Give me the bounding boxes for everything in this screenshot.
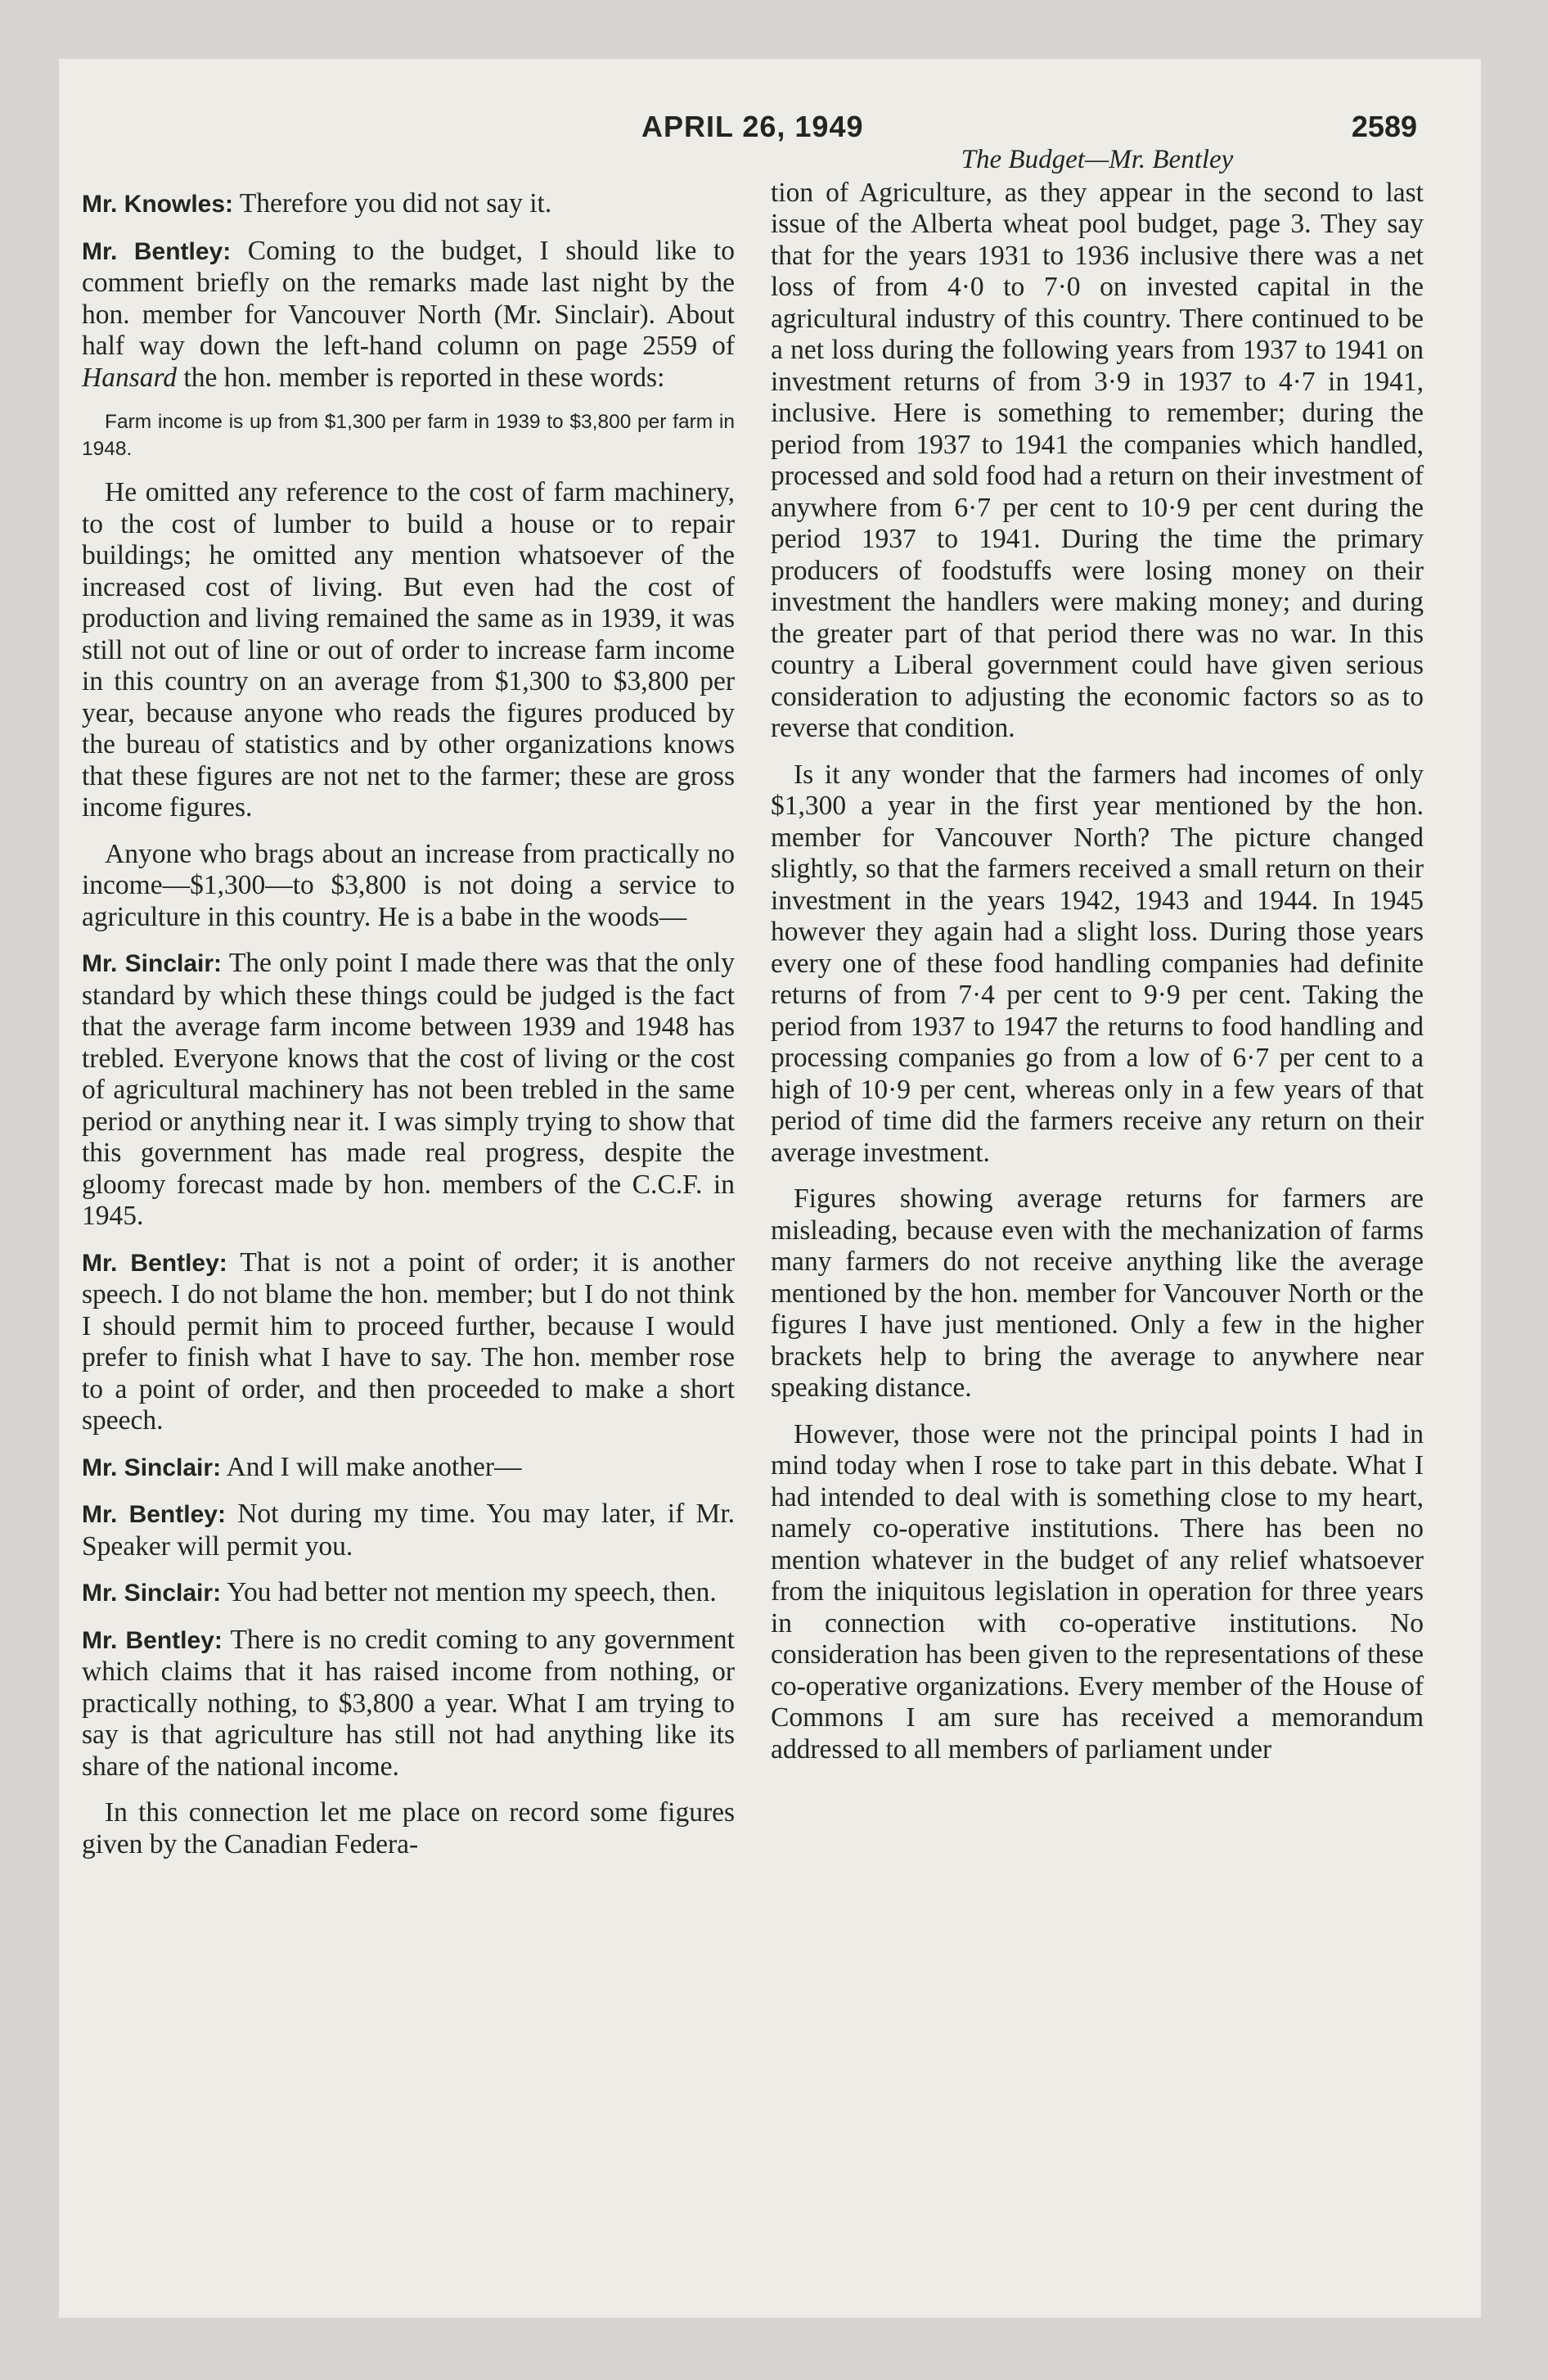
paragraph-text: And I will make another— bbox=[226, 1451, 522, 1482]
speaker-name: Mr. Sinclair: bbox=[82, 950, 223, 977]
running-title: The Budget—Mr. Bentley bbox=[961, 145, 1234, 174]
speaker-name: Mr. Sinclair: bbox=[82, 1454, 222, 1481]
paragraph bbox=[82, 1452, 735, 1485]
paragraph: However, those were not the principal points I had in mind today when I rose to take part in this debate. What I had intended to deal with is something close to my heart, namely co-operative institutions. There has been no mention whatever in the budget of any relief whatsoever from the iniquitous legislation in operation for three years in connection with co-operative institutions. No consideration has been given to the representations of these co-operative organizations. Every member of the House of Commons I am sure has received a memorandum addressed to all members of parliament under bbox=[771, 1418, 1424, 1765]
speaker-name: Mr. Sinclair: bbox=[82, 1580, 222, 1607]
page-number: 2589 bbox=[1351, 110, 1417, 143]
speaker-name: Mr. Bentley: bbox=[82, 1626, 223, 1654]
header-date: APRIL 26, 1949 bbox=[641, 110, 864, 143]
paragraph-text: the hon. member is reported in these words: bbox=[183, 362, 665, 393]
speaker-name: Mr. Knowles: bbox=[82, 191, 234, 218]
block-quote: Farm income is up from $1,300 per farm in 1939 to $3,800 per farm in 1948. bbox=[82, 411, 735, 460]
paragraph-text: That is not a point of order; it is another speech. I do not blame the hon. member; but I do not think I should permit him to proceed further, because I would prefer to finish what I have to say. The hon. member rose to a point of order, and then proceeded to make a short speech. bbox=[82, 1246, 736, 1436]
paragraph bbox=[82, 1499, 735, 1562]
paragraph-text: The only point I made there was that the only standard by which these things could be judged is the fact that the average farm income between 1939 and 1948 has trebled. Everyone knows that the cost of living or the cost of agricultural machinery has not been trebled in the same period or anything near it. I was simply trying to show that this government has made real progress, despite the gloomy forecast made by hon. members of the C.C.F. in 1945. bbox=[82, 948, 735, 1231]
paragraph: In this connection let me place on record some figures given by the Canadian Federa- bbox=[82, 1797, 735, 1859]
speaker-name: Mr. Bentley: bbox=[82, 237, 232, 265]
paragraph bbox=[82, 1577, 735, 1610]
paragraph bbox=[82, 1625, 735, 1783]
paragraph bbox=[82, 1247, 735, 1437]
speaker-name: Mr. Bentley: bbox=[82, 1249, 227, 1277]
paragraph-text: Coming to the budget, I should like to comment briefly on the remarks made last night by the hon. member for Vancouver North (Mr. Sinclair). About half way down the left-hand column on page 2559 of bbox=[82, 235, 735, 361]
paragraph bbox=[82, 948, 735, 1233]
paragraph bbox=[82, 236, 735, 394]
paragraph: Anyone who brags about an increase from practically no income—$1,300—to $3,800 is not doing a service to agriculture in this country. He is a babe in the woods— bbox=[82, 838, 735, 932]
paragraph-text: Therefore you did not say it. bbox=[239, 188, 552, 219]
paragraph: He omitted any reference to the cost of farm machinery, to the cost of lumber to build a house or to repair buildings; he omitted any mention whatsoever of the increased cost of living. But even had the cost of production and living remained the same as in 1939, it was still not out of line or out of order to increase farm income in this country on an average from $1,300 to $3,800 per year, because anyone who reads the figures produced by the bureau of statistics and by other organizations knows that these figures are not net to the farmer; these are gross income figures. bbox=[82, 477, 735, 823]
paragraph-text: There is no credit coming to any government which claims that it has raised income from nothing, or practically nothing, to $3,800 a year. What I am trying to say is that agriculture has still not had anything like its share of the national income. bbox=[82, 1624, 735, 1782]
paragraph bbox=[82, 188, 735, 221]
paragraph-text: You had better not mention my speech, then. bbox=[227, 1577, 717, 1607]
hansard-page bbox=[59, 59, 1481, 2318]
paragraph: Figures showing average returns for farmers are misleading, because even with the mechanization of farms many farmers do not receive anything like the average mentioned by the hon. member for Vancouver North or the figures I have just mentioned. Only a few in the higher brackets help to bring the average to anywhere near speaking distance. bbox=[771, 1183, 1424, 1403]
italic-term: Hansard bbox=[82, 362, 178, 393]
left-column bbox=[82, 188, 735, 1875]
right-column bbox=[771, 144, 1424, 1780]
paragraph-text: Not during my time. You may later, if Mr. Speaker will permit you. bbox=[82, 1499, 735, 1562]
paragraph: Is it any wonder that the farmers had incomes of only $1,300 a year in the first year mentioned by the hon. member for Vancouver North? The picture changed slightly, so that the farmers received a small return on their investment in the years 1942, 1943 and 1944. In 1945 however they again had a slight loss. During those years every one of these food handling companies had definite returns of from 7·4 per cent to 9·9 per cent. Taking the period from 1937 to 1947 the returns to food handling and processing companies go from a low of 6·7 per cent to a high of 10·9 per cent, whereas only in a few years of that period of time did the farmers receive any return on their average investment. bbox=[771, 759, 1424, 1168]
speaker-name: Mr. Bentley: bbox=[82, 1501, 226, 1528]
paragraph: tion of Agriculture, as they appear in the second to last issue of the Alberta wheat pool budget, page 3. They say that for the years 1931 to 1936 inclusive there was a net loss of from 4·0 to 7·0 on invested capital in the agricultural industry of this country. There continued to be a net loss during the following years from 1937 to 1941 on investment returns of from 3·9 in 1937 to 4·7 in 1941, inclusive. Here is something to remember; during the period from 1937 to 1941 the companies which handled, processed and sold food had a return on their investment of anywhere from 6·7 per cent to 10·9 per cent during the period 1937 to 1941. During the time the primary producers of foodstuffs were losing money on their investment the handlers were making money; and during the greater part of that period there was no war. In this country a Liberal government could have given serious consideration to adjusting the economic factors so as to reverse that condition. bbox=[771, 177, 1424, 743]
